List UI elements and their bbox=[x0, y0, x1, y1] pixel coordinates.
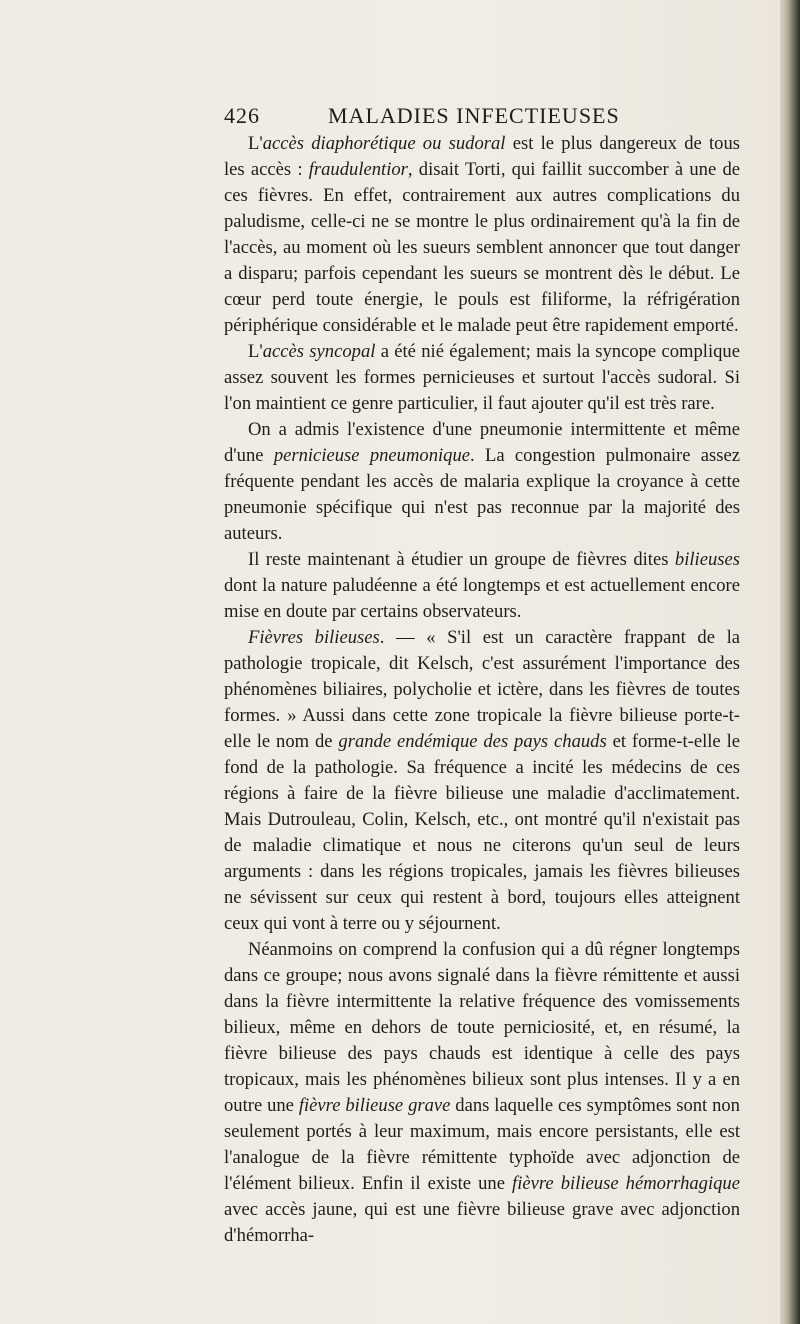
text-run: avec accès jaune, qui est une fièvre bilieuse grave avec adjonction d'hémorrha- bbox=[224, 1199, 740, 1246]
text-run: . — « S'il est un caractère frappant de la pathologie tropicale, dit Kelsch, c'est assurément l'importance des phénomènes biliaires, polycholie et ictère, dans les fièvres de toutes formes. » Aussi dans cette zone tropicale la fièvre bilieuse porte-t-elle le nom de bbox=[224, 627, 740, 752]
paragraph bbox=[224, 937, 740, 1249]
text-run: Néanmoins on comprend la confusion qui a dû régner longtemps dans ce groupe; nous avons signalé dans la fièvre rémittente et aussi dans la fièvre intermittente la relative fréquence des vomissements bilieux, même en dehors de toute perniciosité, et, en résumé, la fièvre bilieuse des pays chauds est identique à celle des pays tropicaux, mais les phénomènes bilieux sont plus intenses. Il y a en outre une bbox=[224, 939, 740, 1116]
italic-text: accès syncopal bbox=[262, 341, 376, 362]
italic-text: fièvre bilieuse hémorrhagique bbox=[512, 1173, 740, 1194]
paragraph bbox=[224, 625, 740, 937]
text-run: dont la nature paludéenne a été longtemps et est actuellement encore mise en doute par certains observateurs. bbox=[224, 575, 740, 622]
paragraph bbox=[224, 417, 740, 547]
paragraph bbox=[224, 547, 740, 625]
text-run: Il reste maintenant à étudier un groupe de fièvres dites bbox=[248, 549, 675, 570]
paragraph bbox=[224, 131, 740, 339]
italic-text: fraudulentior bbox=[308, 159, 408, 180]
text-run: dans laquelle ces symptômes sont non seulement portés à leur maximum, mais encore persistants, elle est l'analogue de la fièvre rémittente typhoïde avec adjonction de l'élément bilieux. Enfin il existe une bbox=[224, 1095, 740, 1194]
page-edge bbox=[780, 0, 800, 1324]
text-run: On a admis l'existence d'une pneumonie intermittente et même d'une bbox=[224, 419, 740, 466]
italic-text: fièvre bilieuse grave bbox=[298, 1095, 451, 1116]
italic-text: pernicieuse pneumonique bbox=[273, 445, 471, 466]
text-run: a été nié également; mais la syncope complique assez souvent les formes pernicieuses et surtout l'accès sudoral. Si l'on maintient ce genre particulier, il faut ajouter qu'il est très rare. bbox=[224, 341, 740, 414]
italic-text: Fièvres bilieuses bbox=[248, 627, 380, 648]
body-text bbox=[224, 131, 740, 1249]
italic-text: grande endémique des pays chauds bbox=[338, 731, 607, 752]
text-run: , disait Torti, qui faillit succomber à une de ces fièvres. En effet, contrairement aux autres complications du paludisme, celle-ci ne se montre le plus ordinairement qu'à la fin de l'accès, au moment où les sueurs semblent annoncer que tout danger a disparu; parfois cependant les sueurs se montrent dès le début. Le cœur perd toute énergie, le pouls est filiforme, la réfrigération périphérique considérable et le malade peut être rapidement emporté. bbox=[224, 159, 740, 336]
text-run: est le plus dangereux de tous les accès : bbox=[224, 133, 740, 180]
text-run: L' bbox=[248, 341, 263, 362]
running-title: MALADIES INFECTIEUSES bbox=[328, 103, 620, 128]
text-run: et forme-t-elle le fond de la pathologie. Sa fréquence a incité les médecins de ces régions à faire de la fièvre bilieuse une maladie d'acclimatement. Mais Dutrouleau, Colin, Kelsch, etc., ont montré qu'il n'existait pas de maladie climatique et nous ne citerons qu'un seul de leurs arguments : dans les régions tropicales, jamais les fièvres bilieuses ne sévissent sur ceux qui restent à bord, toujours elles atteignent ceux qui vont à terre ou y séjournent. bbox=[224, 731, 740, 934]
text-run: . La congestion pulmonaire assez fréquente pendant les accès de malaria explique la croyance à cette pneumonie spécifique qui n'est pas reconnue par la majorité des auteurs. bbox=[224, 445, 740, 544]
italic-text: accès diaphorétique ou sudoral bbox=[262, 133, 506, 154]
paragraph bbox=[224, 339, 740, 417]
italic-text: bilieuses bbox=[674, 549, 740, 570]
text-run: L' bbox=[248, 133, 263, 154]
page-number: 426 bbox=[224, 103, 260, 128]
